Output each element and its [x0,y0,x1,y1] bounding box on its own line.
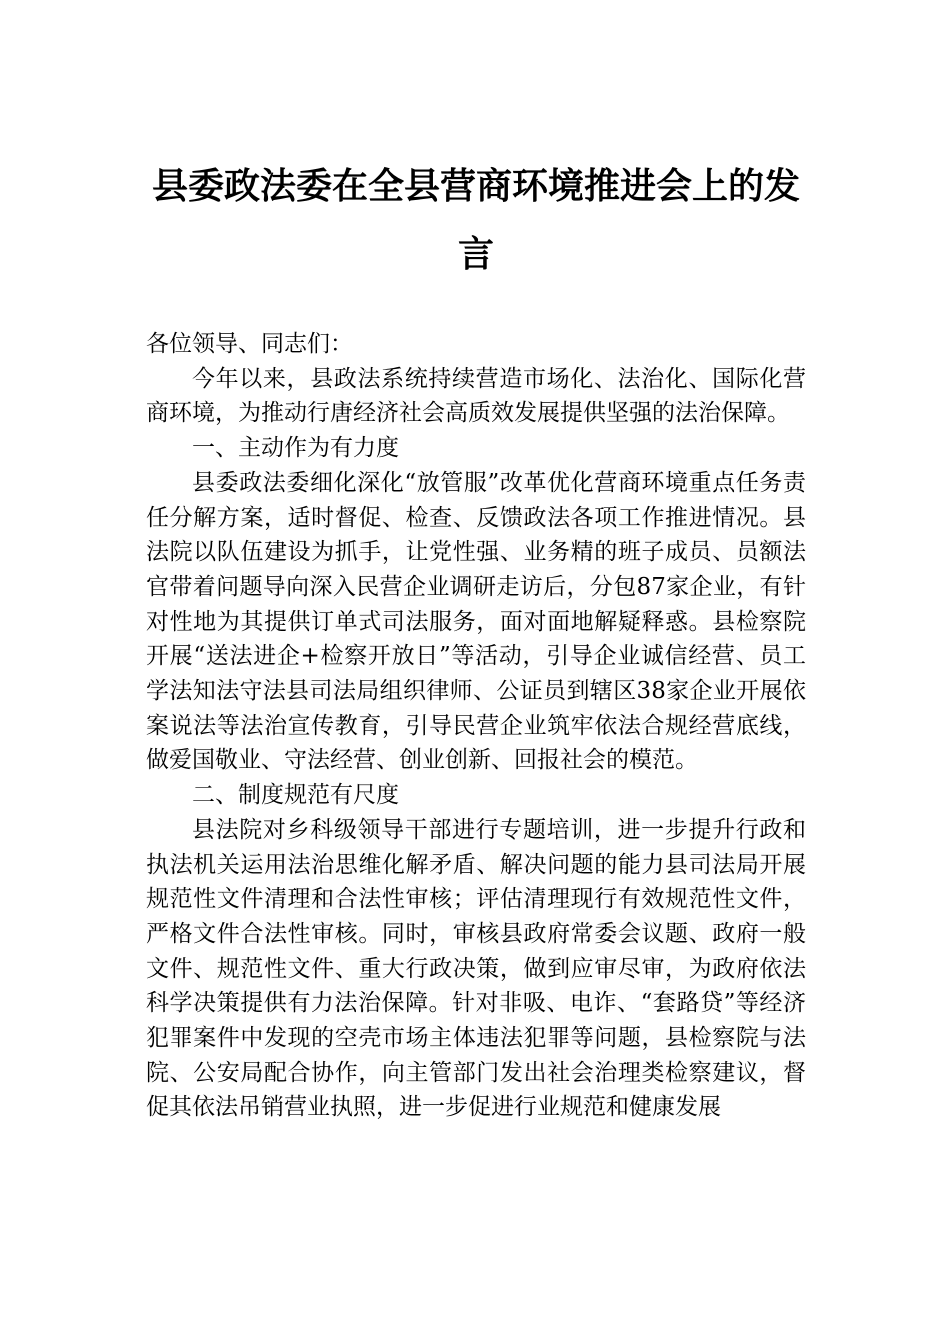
document-title-line-2: 言 [457,234,494,275]
section-2-paragraph: 县法院对乡科级领导干部进行专题培训，进一步提升行政和执法机关运用法治思维化解矛盾、解决问题的能力县司法局开展规范性文件清理和合法性审核；评估清理现行有效规范性文件，严格文件合法性审核。同时，审核县政府常委会议题、政府一般文件、规范性文件、重大行政决策，做到应审尽审，为政府依法科学决策提供有力法治保障。针对非吸、电诈、“套路贷”等经济犯罪案件中发现的空壳市场主体违法犯罪等问题，县检察院与法院、公安局配合协作，向主管部门发出社会治理类检察建议，督促其依法吊销营业执照，进一步促进行业规范和健康发展 [146,816,806,1121]
section-2-heading: 二、制度规范有尺度 [192,782,399,809]
section-1-heading: 一、主动作为有力度 [192,435,399,462]
document-body [146,327,806,1125]
section-1-paragraph: 县委政法委细化深化“放管服”改革优化营商环境重点任务责任分解方案，适时督促、检查、反馈政法各项工作推进情况。县法院以队伍建设为抓手，让党性强、业务精的班子成员、员额法官带着问题导向深入民营企业调研走访后，分包87家企业，有针对性地为其提供订单式司法服务，面对面地解疑释惑。县检察院开展“送法进企+检察开放日”等活动，引导企业诚信经营、员工学法知法守法县司法局组织律师、公证员到辖区38家企业开展依案说法等法治宣传教育，引导民营企业筑牢依法合规经营底线，做爱国敬业、守法经营、创业创新、回报社会的模范。 [146,469,806,774]
document-title-line-1: 县委政法委在全县营商环境推进会上的发 [151,166,800,207]
salutation: 各位领导、同志们： [146,331,353,357]
intro-paragraph: 今年以来，县政法系统持续营造市场化、法治化、国际化营商环境，为推动行唐经济社会高质效发展提供坚强的法治保障。 [146,365,806,427]
